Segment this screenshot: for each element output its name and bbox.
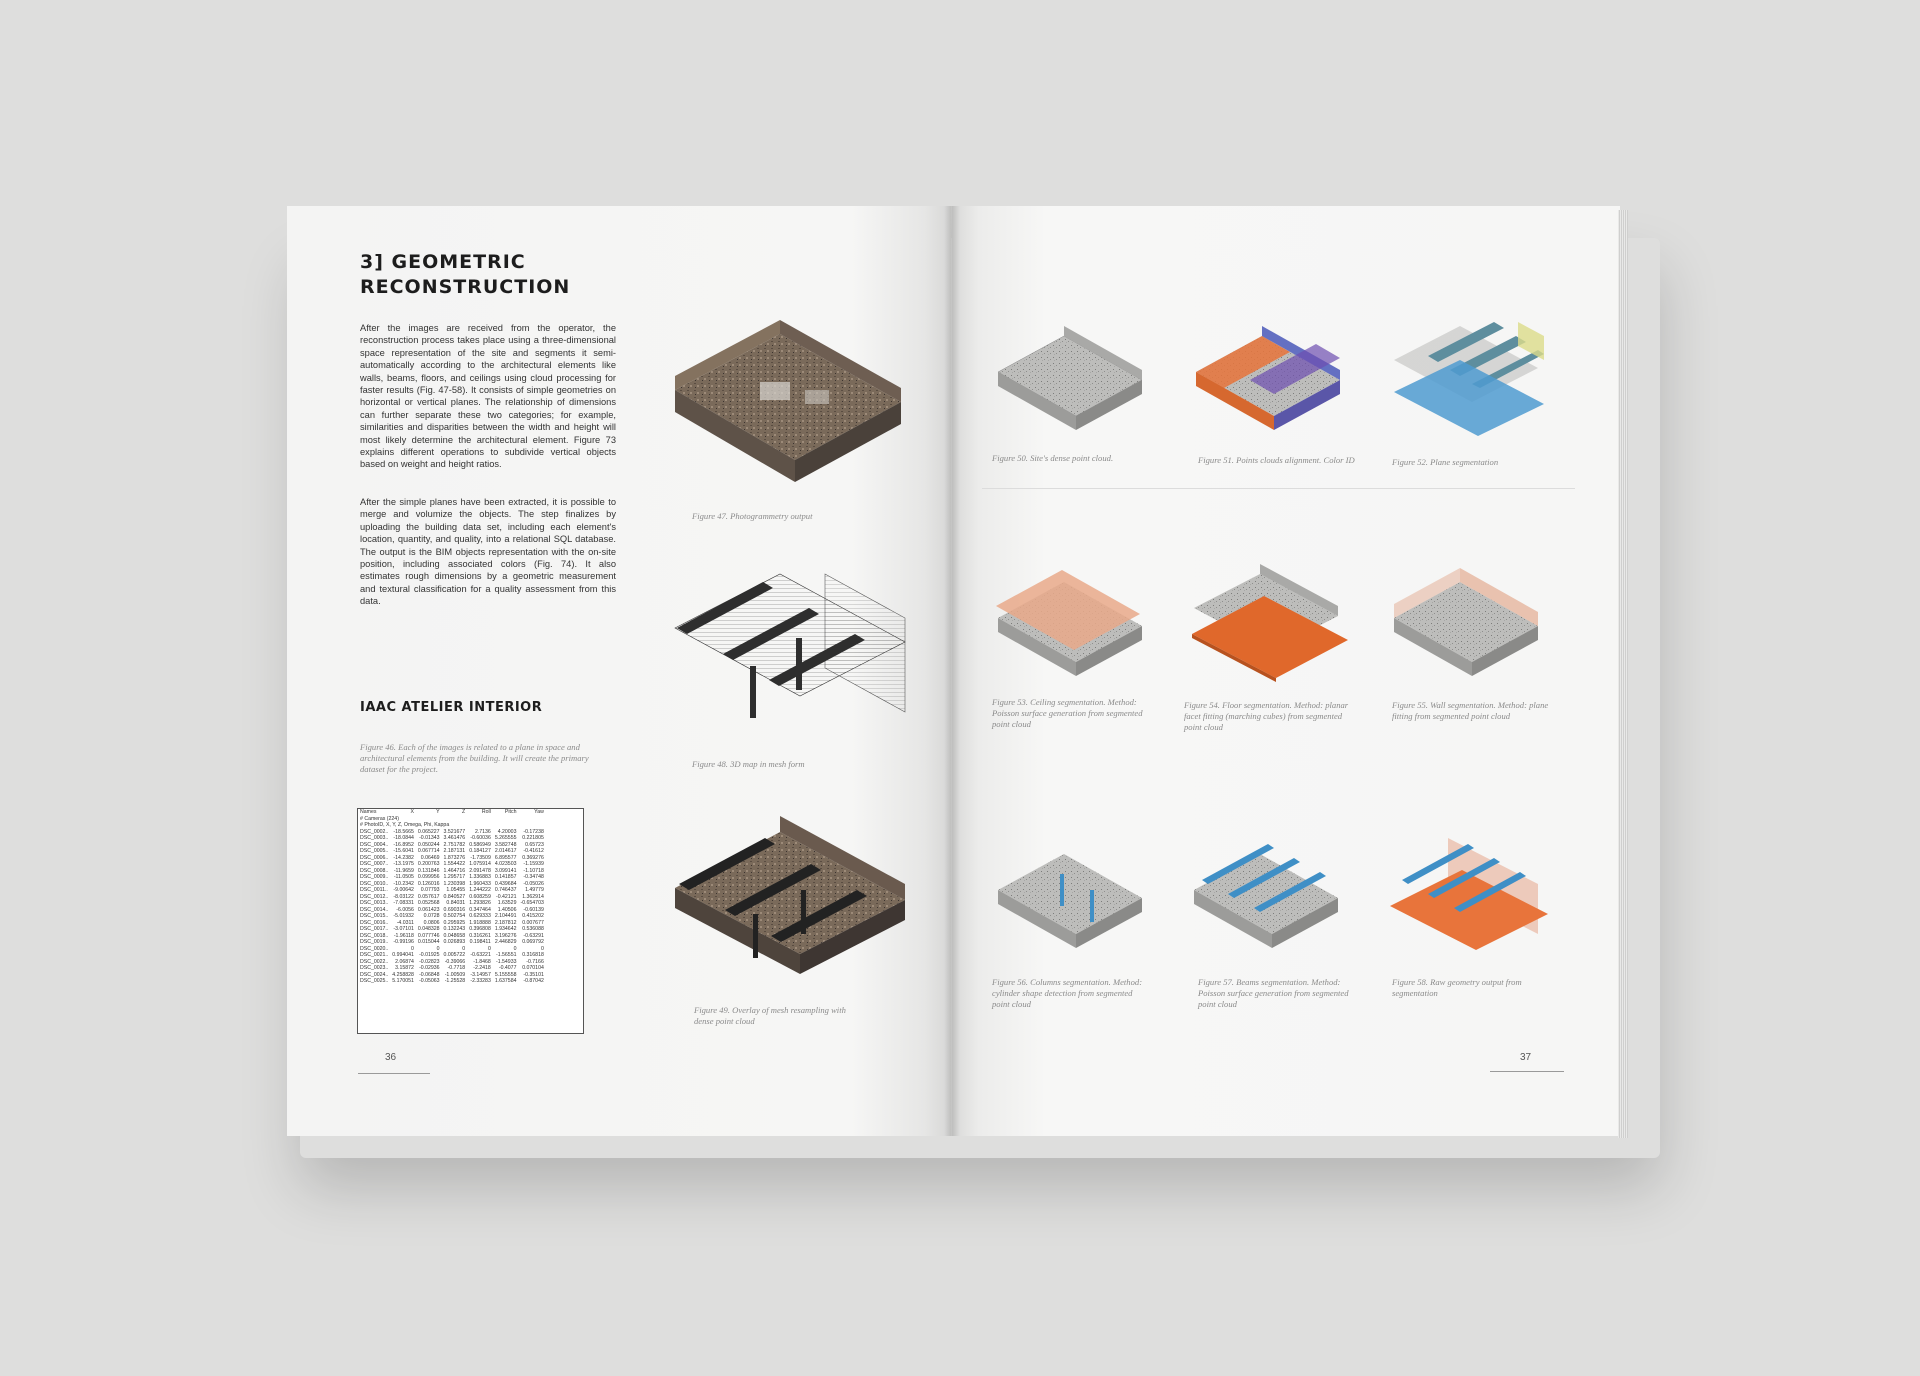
section-title-line1: 3] GEOMETRIC — [360, 251, 526, 273]
table-cell: -0.654703 — [520, 900, 544, 906]
section-title — [360, 250, 570, 300]
table-cell: DSC_0009.. — [360, 874, 389, 880]
page-number-rule-left — [358, 1073, 430, 1074]
table-cell: 0.415202 — [522, 913, 544, 919]
table-cell: 0.06469 — [420, 854, 440, 861]
table-cell: -0.02823 — [419, 958, 440, 965]
page-number-left: 36 — [385, 1052, 397, 1063]
table-cell: -8.03122 — [393, 893, 414, 900]
table-cell: 0.065227 — [417, 828, 440, 835]
table-cell: DSC_0010.. — [360, 880, 389, 887]
table-cell: -0.34748 — [523, 874, 544, 880]
table-cell: -7.08331 — [393, 900, 414, 906]
table-cell: 5.265555 — [494, 835, 517, 841]
table-cell: 1.293826 — [469, 900, 491, 906]
table-cell: 0.048658 — [443, 932, 466, 939]
table-cell: 0 — [513, 945, 517, 952]
table-cell: -3.14957 — [470, 971, 491, 978]
table-cell: 1.230398 — [443, 880, 466, 887]
table-cell: 0.132243 — [443, 926, 466, 932]
figure-57-beams-segmentation — [1188, 834, 1352, 958]
table-cell: 0.048328 — [417, 926, 440, 932]
table-cell: -0.05026 — [523, 880, 544, 887]
figure-55-caption: Figure 55. Wall segmentation. Method: plane fitting from segmented point cloud — [1392, 700, 1549, 721]
table-cell: 0.198411 — [469, 939, 491, 945]
table-cell: 2.7136 — [474, 828, 491, 835]
table-cell: 0.396808 — [469, 926, 491, 932]
table-cell: 0.015044 — [417, 939, 440, 945]
table-cell: 1.464716 — [443, 867, 466, 874]
figure-48-mesh-map — [665, 568, 915, 738]
figure-49-caption: Figure 49. Overlay of mesh resampling with dense point cloud — [694, 1005, 846, 1026]
table-cell: DSC_0016.. — [360, 919, 389, 926]
table-cell: DSC_0013.. — [360, 900, 389, 906]
table-cell: 0.65723 — [525, 841, 544, 848]
figure-46-caption: Figure 46. Each of the images is related to a plane in space and architectural elements from the building. It will create the primary dataset for the project. — [360, 742, 589, 774]
page-number-rule-right — [1490, 1071, 1564, 1072]
table-cell: 1.336883 — [469, 874, 491, 880]
table-cell: 2.104491 — [494, 913, 517, 919]
table-cell: -1.56551 — [495, 952, 517, 958]
table-cell: -0.06848 — [419, 971, 440, 978]
table-cell: 1.637584 — [494, 978, 517, 984]
table-cell: DSC_0017.. — [360, 926, 389, 932]
table-cell: -0.63221 — [470, 952, 491, 958]
table-cell: 1.63529 — [497, 900, 517, 906]
table-header-cell: X — [410, 809, 414, 815]
table-cell: -11.9659 — [393, 867, 414, 874]
table-cell: 0.131846 — [417, 867, 440, 874]
table-cell: 0.061423 — [417, 906, 440, 913]
table-cell: 2.751782 — [443, 841, 466, 848]
table-cell: DSC_0019.. — [360, 939, 389, 945]
table-cell: -10.2342 — [393, 880, 414, 887]
table-row — [358, 978, 546, 985]
table-cell: -13.1975 — [393, 861, 414, 867]
table-cell: -0.01343 — [419, 835, 440, 841]
table-cell: -0.01925 — [419, 952, 440, 958]
table-cell: -2.2418 — [473, 965, 491, 971]
table-cell: 1.362914 — [522, 893, 544, 900]
figure-51-alignment — [1190, 320, 1350, 444]
table-cell: 3.099141 — [494, 867, 517, 874]
table-cell: 0.316818 — [522, 952, 544, 958]
table-cell: DSC_0020.. — [360, 945, 389, 952]
figure-50-caption: Figure 50. Site's dense point cloud. — [992, 453, 1114, 463]
figure-54-floor-segmentation — [1188, 562, 1352, 686]
figure-58-caption: Figure 58. Raw geometry output from segmentation — [1392, 977, 1522, 998]
fig48-column — [796, 638, 802, 690]
figure-48-caption: Figure 48. 3D map in mesh form — [692, 759, 805, 769]
table-cell: -1.8468 — [473, 958, 491, 965]
table-cell: 0 — [411, 945, 414, 952]
table-cell: 4.20003 — [497, 828, 517, 835]
fig48-column — [750, 666, 756, 718]
table-cell: -1.10718 — [523, 867, 544, 874]
table-cell: 0 — [436, 945, 440, 952]
table-cell: -0.87042 — [523, 978, 544, 984]
table-cell: 0.295925 — [443, 919, 466, 926]
table-cell: 0.84031 — [446, 900, 466, 906]
table-cell: DSC_0006.. — [360, 854, 389, 861]
table-cell: -18.0844 — [393, 835, 414, 841]
fig47-table — [760, 382, 790, 400]
figure-53-caption: Figure 53. Ceiling segmentation. Method: Poisson surface generation from segmented point cloud — [992, 697, 1143, 729]
table-cell: DSC_0005.. — [360, 848, 389, 854]
table-cell: -1.00509 — [444, 971, 466, 978]
table-cell: -0.60139 — [523, 906, 544, 913]
table-cell: 3.15872 — [395, 965, 414, 971]
section-title-line2: RECONSTRUCTION — [360, 276, 571, 298]
table-header-cell: Yaw — [534, 809, 544, 815]
figure-49-overlay — [665, 804, 915, 994]
table-cell: 1.934642 — [494, 926, 517, 932]
table-cell: 0.141857 — [494, 874, 517, 880]
table-cell: -0.42121 — [495, 893, 517, 900]
camera-data-table — [357, 808, 584, 1034]
table-cell: 0.067714 — [417, 848, 440, 854]
table-cell: 0.050244 — [417, 841, 440, 848]
table-cell: 0.608259 — [469, 893, 491, 900]
table-cell: -0.39066 — [444, 958, 466, 965]
table-cell: DSC_0021.. — [360, 952, 389, 958]
table-cell: 6.895577 — [494, 854, 517, 861]
table-cell: DSC_0024.. — [360, 971, 389, 978]
table-cell: -9.00642 — [393, 887, 414, 893]
table-cell: 0.07793 — [420, 887, 440, 893]
page-stack-edge — [1618, 210, 1628, 1138]
table-cell: DSC_0007.. — [360, 861, 389, 867]
table-cell: 3.196276 — [494, 932, 517, 939]
table-cell: 1.918888 — [469, 919, 491, 926]
figure-57-caption: Figure 57. Beams segmentation. Method: Poisson surface generation from segmented point cloud — [1198, 977, 1349, 1009]
figure-55-wall-segmentation — [1388, 562, 1548, 686]
table-cell: 2.187131 — [443, 848, 466, 854]
table-cell: DSC_0015.. — [360, 913, 389, 919]
table-cell: 0.069792 — [522, 939, 544, 945]
table-cell: 0.746437 — [494, 887, 517, 893]
table-cell: 0.099956 — [417, 874, 440, 880]
table-cell: 1.49779 — [525, 887, 544, 893]
table-cell: 0.502754 — [443, 913, 466, 919]
fig49-column — [801, 890, 806, 934]
table-cell: -14.2382 — [393, 854, 414, 861]
table-cell: -0.4077 — [498, 965, 517, 971]
table-cell: -3.07101 — [393, 926, 414, 932]
table-meta-cell: # PhotoID, X, Y, Z, Omega, Phi, Kappa — [360, 822, 450, 828]
table-cell: -0.41612 — [523, 848, 544, 854]
figure-54-caption: Figure 54. Floor segmentation. Method: planar facet fitting (marching cubes) from segmented point cloud — [1184, 700, 1349, 732]
table-cell: 4.258828 — [392, 971, 414, 978]
table-cell: 0.439684 — [494, 880, 517, 887]
table-cell: -15.6041 — [393, 848, 414, 854]
table-cell: 0 — [487, 945, 491, 952]
table-cell: 0.316261 — [469, 932, 491, 939]
table-cell: 0.586949 — [469, 841, 491, 848]
table-cell: DSC_0023.. — [360, 965, 389, 971]
table-cell: 1.05455 — [446, 887, 466, 893]
table-cell: 1.40506 — [497, 906, 517, 913]
table-cell: 0.629333 — [469, 913, 491, 919]
table-cell: -0.63291 — [523, 932, 544, 939]
table-cell: DSC_0018.. — [360, 932, 389, 939]
fig49-column — [753, 914, 758, 958]
table-cell: -6.0056 — [396, 906, 414, 913]
table-cell: 0.005722 — [443, 952, 466, 958]
figure-52-caption: Figure 52. Plane segmentation — [1392, 457, 1499, 467]
table-cell: 0.347464 — [469, 906, 491, 913]
figure-56-caption: Figure 56. Columns segmentation. Method: cylinder shape detection from segmented point cloud — [992, 977, 1143, 1009]
table-cell: 0.026893 — [443, 939, 466, 945]
table-cell: 0.070104 — [522, 965, 544, 971]
table-body — [358, 829, 546, 985]
table-cell: -0.35101 — [523, 971, 544, 978]
table-cell: -0.17238 — [523, 828, 544, 835]
row-divider — [982, 488, 1575, 489]
table-cell: 0.690316 — [443, 906, 466, 913]
table-cell: 3.582748 — [494, 841, 517, 848]
table-header-cell: Z — [462, 809, 466, 815]
table-cell: 0.0728 — [423, 913, 440, 919]
table-cell: DSC_0011.. — [360, 887, 388, 893]
table-cell: -1.96118 — [393, 932, 414, 939]
table-cell: -1.54933 — [495, 958, 517, 965]
table-cell: 2.091478 — [469, 867, 491, 874]
figure-47-photogrammetry — [665, 312, 915, 502]
table-cell: 1.075914 — [469, 861, 491, 867]
table-cell: 1.295717 — [443, 874, 466, 880]
table-cell: 0.369276 — [522, 854, 544, 861]
table-cell: 2.06874 — [395, 958, 414, 965]
table-cell: DSC_0025.. — [360, 978, 389, 984]
table-cell: -1.25528 — [444, 978, 466, 984]
table-cell: 1.960433 — [469, 880, 491, 887]
table-cell: -0.05063 — [419, 978, 440, 984]
table-cell: -0.02936 — [419, 965, 440, 971]
table-cell: -2.33283 — [470, 978, 491, 984]
fig48-wall-mesh — [825, 574, 905, 712]
table-cell: 3.461476 — [443, 835, 466, 841]
table-cell: DSC_0002.. — [360, 828, 389, 835]
table-header-cell: Pitch — [504, 809, 517, 815]
table-cell: 0.536088 — [522, 926, 544, 932]
table-cell: 5.170051 — [392, 978, 414, 984]
body-paragraph-1: After the images are received from the operator, the reconstruction process takes place using a three-dimensional space representation of the site and segments it semi-automatically according to the architectural elements like walls, beams, floors, and ceilings using cloud processing for faster results (Fig. 47-58). It consists of simple geometries on horizontal or vertical planes. The relationship of dimensions can further separate these two categories; for example, similarities and disparities between the width and height will most likely determine the architectural element. Figure 73 explains different operations to subdivide vertical objects based on weight and height ratios. — [360, 323, 616, 470]
table-cell: DSC_0014.. — [360, 906, 389, 913]
table-cell: -16.8952 — [393, 841, 414, 848]
table-cell: DSC_0012.. — [360, 893, 389, 900]
table-cell: 0.057617 — [417, 893, 440, 900]
table-cell: 1.873276 — [443, 854, 466, 861]
table-cell: -1.15939 — [523, 861, 544, 867]
table-cell: 0.184127 — [469, 848, 491, 854]
table-cell: 2.014617 — [494, 848, 517, 854]
figure-53-ceiling-segmentation — [992, 562, 1152, 686]
fig47-table — [805, 390, 829, 404]
table-cell: 1.244222 — [469, 887, 491, 893]
page-number-right: 37 — [1520, 1052, 1532, 1063]
table-cell: 0.007677 — [522, 919, 544, 926]
table-cell: 3.521677 — [443, 828, 466, 835]
table-header-cell: Roll — [481, 809, 491, 815]
table-cell: 0.994041 — [392, 952, 414, 958]
subsection-title: IAAC ATELIER INTERIOR — [360, 700, 543, 715]
table-cell: 0 — [540, 945, 544, 952]
table-cell: DSC_0004.. — [360, 841, 389, 848]
table-cell: 4.023503 — [494, 861, 517, 867]
figure-52-plane-segmentation — [1388, 320, 1548, 444]
table-cell: 0.0806 — [423, 919, 440, 926]
table-cell: 2.187812 — [494, 919, 517, 926]
table-header-cell: Names — [360, 809, 377, 815]
table-cell: 0 — [462, 945, 466, 952]
table-cell: -4.0311 — [396, 919, 414, 926]
spine-gutter — [944, 206, 960, 1136]
table-cell: DSC_0008.. — [360, 867, 389, 874]
figure-47-caption: Figure 47. Photogrammetry output — [692, 511, 813, 521]
table-cell: 2.446829 — [494, 939, 517, 945]
table-cell: 0.126016 — [417, 880, 440, 887]
table-cell: 0.200763 — [417, 861, 440, 867]
body-paragraph-2: After the simple planes have been extracted, it is possible to merge and volumize the objects. The step finalizes by uploading the building data set, including each element's location, quantity, and quality, into a relational SQL database. The output is the BIM objects representation with the on-site position, including associated colors (Fig. 74). It also estimates rough dimensions by a geometric measurement and textural classification for a quality assessment from this data. — [360, 497, 616, 607]
figure-50-point-cloud — [992, 320, 1152, 444]
table-cell: -18.5665 — [393, 828, 414, 835]
table-cell: 0.077746 — [417, 932, 440, 939]
table-cell: -11.0505 — [393, 874, 414, 880]
table-cell: 1.554422 — [443, 861, 466, 867]
table-cell: -0.99196 — [393, 939, 414, 945]
figure-51-caption: Figure 51. Points clouds alignment. Color ID — [1198, 455, 1355, 465]
figure-56-columns-segmentation — [992, 834, 1152, 958]
table-cell: -1.73509 — [470, 854, 491, 861]
table-cell: DSC_0022.. — [360, 958, 389, 965]
table-cell: -0.60036 — [470, 835, 491, 841]
table-cell: 0.052568 — [417, 900, 440, 906]
table-cell: 0.840527 — [443, 893, 466, 900]
table-cell: DSC_0003.. — [360, 835, 389, 841]
table-meta-cell: # Cameras (224) — [360, 815, 399, 822]
table-cell: 0.221805 — [522, 835, 544, 841]
table-header-cell: Y — [436, 809, 440, 815]
figure-58-raw-geometry — [1388, 834, 1552, 958]
table-cell: -5.01932 — [393, 913, 414, 919]
table-cell: -0.7166 — [526, 958, 544, 965]
table-cell: -0.7718 — [447, 965, 466, 971]
table-cell: 5.155558 — [494, 971, 517, 978]
